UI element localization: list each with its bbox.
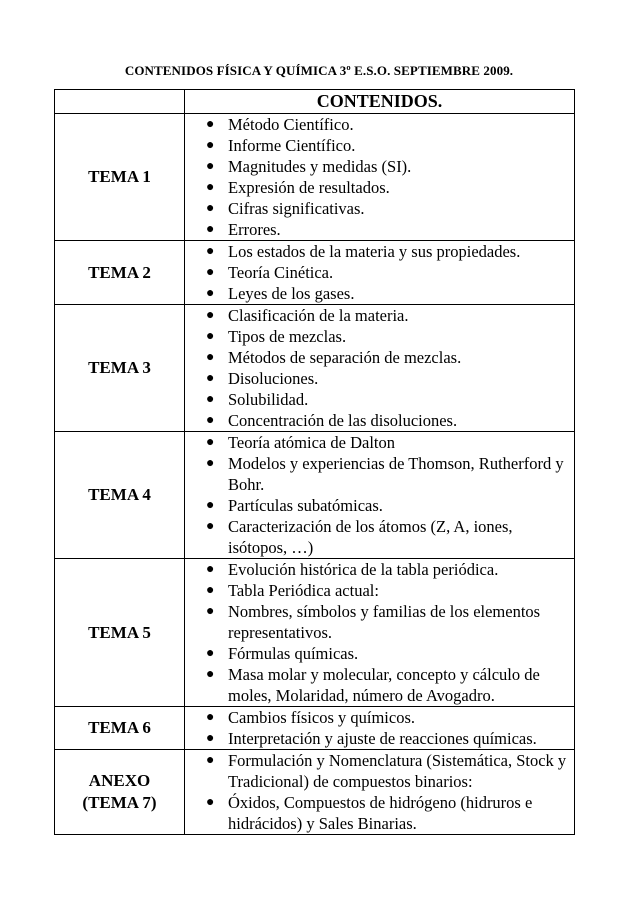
list-item-text: Expresión de resultados. bbox=[228, 178, 390, 197]
topic-list bbox=[185, 559, 574, 706]
table-row bbox=[55, 305, 575, 432]
bullet-icon: ● bbox=[206, 201, 215, 216]
bullet-icon: ● bbox=[206, 456, 215, 471]
bullet-icon: ● bbox=[206, 795, 215, 810]
bullet-icon: ● bbox=[206, 710, 215, 725]
list-item bbox=[185, 283, 574, 304]
tema-label: TEMA 1 bbox=[88, 167, 151, 186]
table-header-row bbox=[55, 90, 575, 114]
topic-list bbox=[185, 241, 574, 304]
tema-cell bbox=[55, 707, 185, 750]
list-item-text: Óxidos, Compuestos de hidrógeno (hidruros e hidrácidos) y Sales Binarias. bbox=[228, 793, 533, 833]
bullet-icon: ● bbox=[206, 371, 215, 386]
list-item bbox=[185, 601, 574, 643]
bullet-icon: ● bbox=[206, 180, 215, 195]
list-item bbox=[185, 368, 574, 389]
bullet-icon: ● bbox=[206, 667, 215, 682]
list-item-text: Los estados de la materia y sus propiedades. bbox=[228, 242, 521, 261]
list-item-text: Fórmulas químicas. bbox=[228, 644, 359, 663]
list-item bbox=[185, 326, 574, 347]
bullet-icon: ● bbox=[206, 138, 215, 153]
list-item-text: Caracterización de los átomos (Z, A, iones, isótopos, …) bbox=[228, 517, 513, 557]
content-cell bbox=[185, 559, 575, 707]
list-item-text: Interpretación y ajuste de reacciones químicas. bbox=[228, 729, 537, 748]
list-item bbox=[185, 177, 574, 198]
list-item-text: Concentración de las disoluciones. bbox=[228, 411, 458, 430]
bullet-icon: ● bbox=[206, 159, 215, 174]
list-item bbox=[185, 643, 574, 664]
list-item bbox=[185, 664, 574, 706]
table-row bbox=[55, 707, 575, 750]
bullet-icon: ● bbox=[206, 308, 215, 323]
tema-label: (TEMA 7) bbox=[82, 793, 157, 812]
contents-table bbox=[54, 89, 575, 835]
bullet-icon: ● bbox=[206, 117, 215, 132]
list-item-text: Masa molar y molecular, concepto y cálculo de moles, Molaridad, número de Avogadro. bbox=[228, 665, 540, 705]
header-empty-cell bbox=[55, 90, 185, 114]
list-item bbox=[185, 707, 574, 728]
bullet-icon: ● bbox=[206, 265, 215, 280]
list-item-text: Errores. bbox=[228, 220, 281, 239]
list-item bbox=[185, 198, 574, 219]
bullet-icon: ● bbox=[206, 498, 215, 513]
topic-list bbox=[185, 750, 574, 834]
content-cell bbox=[185, 750, 575, 835]
list-item-text: Cambios físicos y químicos. bbox=[228, 708, 415, 727]
bullet-icon: ● bbox=[206, 350, 215, 365]
list-item bbox=[185, 305, 574, 326]
list-item-text: Cifras significativas. bbox=[228, 199, 365, 218]
list-item-text: Partículas subatómicas. bbox=[228, 496, 383, 515]
topic-list bbox=[185, 432, 574, 558]
list-item-text: Métodos de separación de mezclas. bbox=[228, 348, 462, 367]
list-item bbox=[185, 432, 574, 453]
content-cell bbox=[185, 432, 575, 559]
list-item bbox=[185, 728, 574, 749]
content-cell bbox=[185, 241, 575, 305]
bullet-icon: ● bbox=[206, 435, 215, 450]
list-item-text: Método Científico. bbox=[228, 115, 354, 134]
list-item-text: Magnitudes y medidas (SI). bbox=[228, 157, 412, 176]
list-item bbox=[185, 410, 574, 431]
topic-list bbox=[185, 114, 574, 240]
list-item bbox=[185, 559, 574, 580]
list-item-text: Tabla Periódica actual: bbox=[228, 581, 379, 600]
table-row bbox=[55, 559, 575, 707]
bullet-icon: ● bbox=[206, 583, 215, 598]
bullet-icon: ● bbox=[206, 392, 215, 407]
table-row bbox=[55, 432, 575, 559]
tema-cell bbox=[55, 305, 185, 432]
bullet-icon: ● bbox=[206, 413, 215, 428]
list-item-text: Formulación y Nomenclatura (Sistemática, Stock y Tradicional) de compuestos binarios: bbox=[228, 751, 567, 791]
bullet-icon: ● bbox=[206, 753, 215, 768]
list-item bbox=[185, 792, 574, 834]
content-cell bbox=[185, 707, 575, 750]
document-title: CONTENIDOS FÍSICA Y QUÍMICA 3º E.S.O. SEPTIEMBRE 2009. bbox=[124, 63, 514, 78]
list-item-text: Disoluciones. bbox=[228, 369, 319, 388]
list-item-text: Evolución histórica de la tabla periódica. bbox=[228, 560, 499, 579]
tema-label: ANEXO bbox=[88, 771, 151, 790]
list-item bbox=[185, 580, 574, 601]
list-item-text: Teoría atómica de Dalton bbox=[228, 433, 395, 452]
topic-list bbox=[185, 305, 574, 431]
bullet-icon: ● bbox=[206, 286, 215, 301]
list-item bbox=[185, 219, 574, 240]
bullet-icon: ● bbox=[206, 519, 215, 534]
list-item bbox=[185, 347, 574, 368]
tema-cell bbox=[55, 432, 185, 559]
list-item bbox=[185, 241, 574, 262]
tema-label: TEMA 2 bbox=[88, 262, 151, 282]
bullet-icon: ● bbox=[206, 222, 215, 237]
list-item-text: Teoría Cinética. bbox=[228, 263, 334, 282]
list-item-text: Solubilidad. bbox=[228, 390, 309, 409]
bullet-icon: ● bbox=[206, 244, 215, 259]
bullet-icon: ● bbox=[206, 329, 215, 344]
table-row bbox=[55, 750, 575, 835]
content-cell bbox=[185, 114, 575, 241]
tema-label: TEMA 5 bbox=[88, 622, 151, 642]
list-item bbox=[185, 750, 574, 792]
bullet-icon: ● bbox=[206, 646, 215, 661]
tema-cell bbox=[55, 750, 185, 835]
list-item bbox=[185, 262, 574, 283]
tema-label: TEMA 3 bbox=[88, 358, 151, 377]
list-item bbox=[185, 135, 574, 156]
list-item bbox=[185, 389, 574, 410]
header-contenidos-cell: CONTENIDOS. bbox=[185, 90, 575, 114]
content-cell bbox=[185, 305, 575, 432]
list-item bbox=[185, 156, 574, 177]
list-item-text: Informe Científico. bbox=[228, 136, 356, 155]
list-item-text: Nombres, símbolos y familias de los elementos representativos. bbox=[228, 602, 541, 642]
list-item bbox=[185, 495, 574, 516]
table-body bbox=[55, 114, 575, 835]
table-row bbox=[55, 114, 575, 241]
bullet-icon: ● bbox=[206, 562, 215, 577]
tema-label: TEMA 6 bbox=[88, 718, 151, 737]
list-item bbox=[185, 114, 574, 135]
list-item bbox=[185, 453, 574, 495]
bullet-icon: ● bbox=[206, 604, 215, 619]
list-item bbox=[185, 516, 574, 558]
list-item-text: Modelos y experiencias de Thomson, Rutherford y Bohr. bbox=[228, 454, 564, 494]
tema-cell bbox=[55, 559, 185, 707]
list-item-text: Leyes de los gases. bbox=[228, 284, 355, 303]
tema-label: TEMA 4 bbox=[88, 485, 151, 504]
topic-list bbox=[185, 707, 574, 749]
tema-cell bbox=[55, 114, 185, 241]
list-item-text: Clasificación de la materia. bbox=[228, 306, 409, 325]
table-row bbox=[55, 241, 575, 305]
list-item-text: Tipos de mezclas. bbox=[228, 327, 347, 346]
tema-cell bbox=[55, 241, 185, 305]
bullet-icon: ● bbox=[206, 731, 215, 746]
